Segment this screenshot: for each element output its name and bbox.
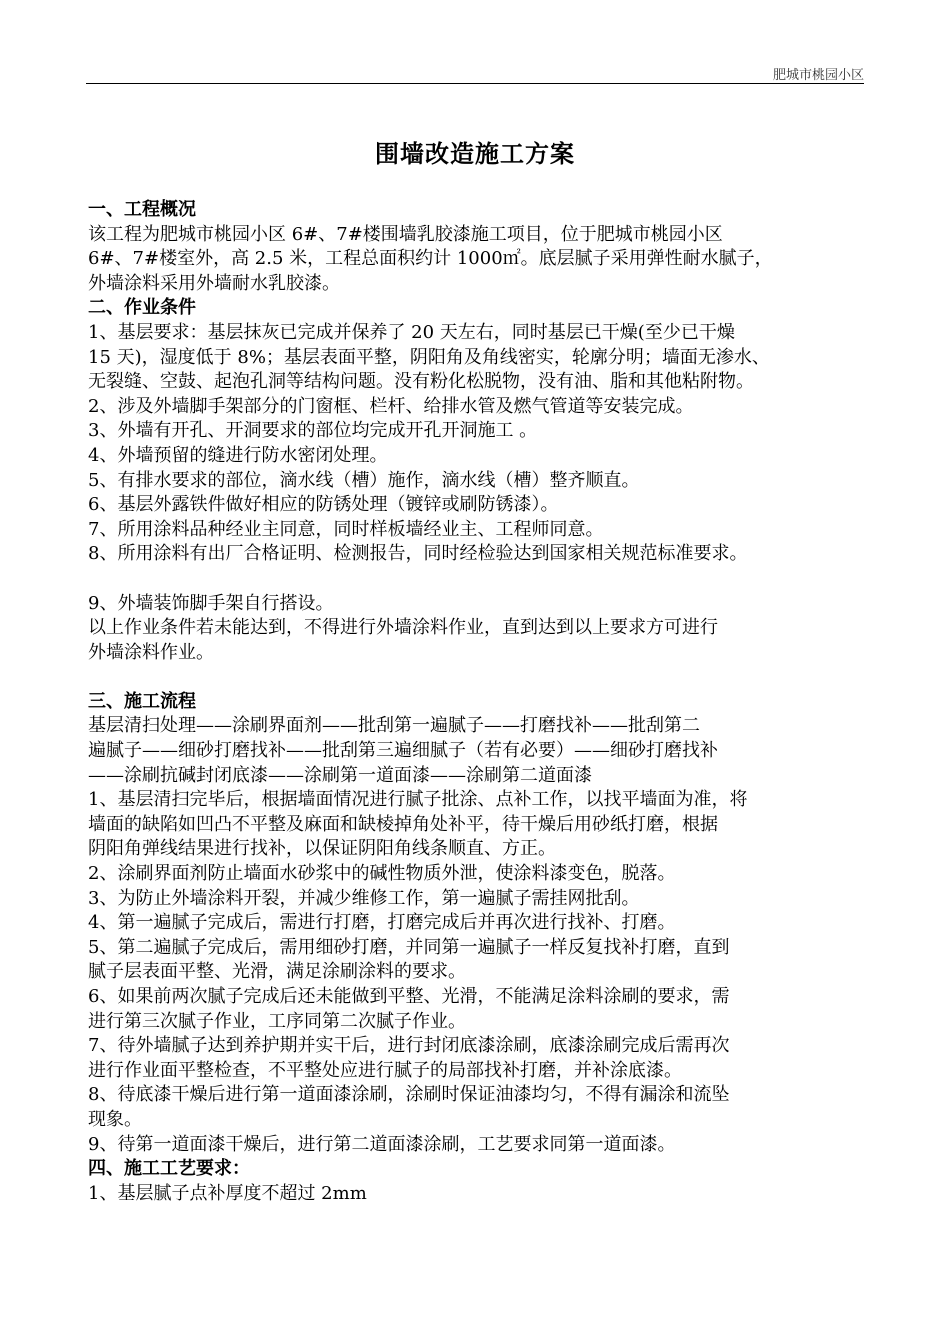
section-heading-overview: 一、工程概况 [88, 199, 196, 220]
conditions-line: 7、所用涂料品种经业主同意，同时样板墙经业主、工程师同意。 [88, 518, 604, 540]
requirements-line: 1、基层腻子点补厚度不超过 2mm [88, 1182, 367, 1204]
overview-line: 外墙涂料采用外墙耐水乳胶漆。 [88, 272, 340, 294]
process-line: 7、待外墙腻子达到养护期并实干后，进行封闭底漆涂刷，底漆涂刷完成后需再次 [88, 1035, 730, 1057]
process-line: 4、第一遍腻子完成后，需进行打磨，打磨完成后并再次进行找补、打磨。 [88, 912, 676, 934]
process-line: 腻子层表面平整、光滑，满足涂刷涂料的要求。 [88, 961, 466, 983]
process-line: 5、第二遍腻子完成后，需用细砂打磨，并同第一遍腻子一样反复找补打磨，直到 [88, 936, 730, 958]
process-line: 2、涂刷界面剂防止墙面水砂浆中的碱性物质外泄，使涂料漆变色，脱落。 [88, 863, 676, 885]
conditions-line: 4、外墙预留的缝进行防水密闭处理。 [88, 444, 388, 466]
conditions-line: 9、外墙装饰脚手架自行搭设。 [88, 592, 334, 614]
overview-line: 6#、7#楼室外，高 2.5 米，工程总面积约计 1000㎡。底层腻子采用弹性耐水腻子， [88, 248, 773, 270]
section-heading-conditions: 二、作业条件 [88, 297, 196, 319]
conditions-line: 5、有排水要求的部位，滴水线（槽）施作，滴水线（槽）整齐顺直。 [88, 469, 640, 491]
process-line: ——涂刷抗碱封闭底漆——涂刷第一道面漆——涂刷第二道面漆 [88, 764, 592, 786]
running-header: 肥城市桃园小区 [772, 68, 864, 83]
section-heading-requirements: 四、施工工艺要求： [88, 1158, 250, 1180]
overview-line: 该工程为肥城市桃园小区 6#、7#楼围墙乳胶漆施工项目，位于肥城市桃园小区 [88, 223, 723, 245]
process-line: 现象。 [88, 1108, 142, 1130]
process-line: 8、待底漆干燥后进行第一道面漆涂刷，涂刷时保证油漆均匀，不得有漏涂和流坠 [88, 1084, 730, 1106]
process-line: 进行第三次腻子作业，工序同第二次腻子作业。 [88, 1010, 466, 1032]
blank-line [88, 567, 868, 592]
conditions-line: 外墙涂料作业。 [88, 641, 214, 663]
process-line: 1、基层清扫完毕后，根据墙面情况进行腻子批涂、点补工作，以找平墙面为准，将 [88, 789, 748, 811]
conditions-line: 6、基层外露铁件做好相应的防锈处理（镀锌或刷防锈漆）。 [88, 494, 559, 516]
document-body [88, 198, 868, 1206]
process-line: 3、为防止外墙涂料开裂，并减少维修工作，第一遍腻子需挂网批刮。 [88, 887, 640, 909]
process-line: 进行作业面平整检查，不平整处应进行腻子的局部找补打磨，并补涂底漆。 [88, 1059, 682, 1081]
section-heading-process: 三、施工流程 [88, 690, 196, 712]
conditions-line: 无裂缝、空鼓、起泡孔洞等结构问题。没有粉化松脱物，没有油、脂和其他粘附物。 [88, 371, 754, 393]
process-line: 9、待第一道面漆干燥后，进行第二道面漆涂刷，工艺要求同第一道面漆。 [88, 1133, 676, 1155]
process-line: 基层清扫处理——涂刷界面剂——批刮第一遍腻子——打磨找补——批刮第二 [88, 715, 700, 737]
process-line: 墙面的缺陷如凹凸不平整及麻面和缺棱掉角处补平，待干燥后用砂纸打磨，根据 [88, 813, 718, 835]
conditions-line: 以上作业条件若未能达到，不得进行外墙涂料作业，直到达到以上要求方可进行 [88, 617, 718, 639]
header-rule [86, 83, 864, 84]
process-line: 6、如果前两次腻子完成后还未能做到平整、光滑，不能满足涂料涂刷的要求，需 [88, 986, 730, 1007]
document-title: 围墙改造施工方案 [375, 139, 575, 168]
conditions-line: 8、所用涂料有出厂合格证明、检测报告，同时经检验达到国家相关规范标准要求。 [88, 543, 748, 565]
conditions-line: 1、基层要求：基层抹灰已完成并保养了 20 天左右，同时基层已干燥(至少已干燥 [88, 321, 735, 343]
blank-line [88, 665, 868, 690]
conditions-line: 15 天)，湿度低于 8%；基层表面平整，阴阳角及角线密实，轮廓分明；墙面无渗水、 [88, 346, 770, 368]
process-line: 遍腻子——细砂打磨找补——批刮第三遍细腻子（若有必要）——细砂打磨找补 [88, 740, 718, 762]
conditions-line: 3、外墙有开孔、开洞要求的部位均完成开孔开洞施工 。 [88, 420, 538, 442]
conditions-line: 2、涉及外墙脚手架部分的门窗框、栏杆、给排水管及燃气管道等安装完成。 [88, 395, 694, 417]
process-line: 阴阳角弹线结果进行找补，以保证阴阳角线条顺直、方正。 [88, 838, 556, 860]
